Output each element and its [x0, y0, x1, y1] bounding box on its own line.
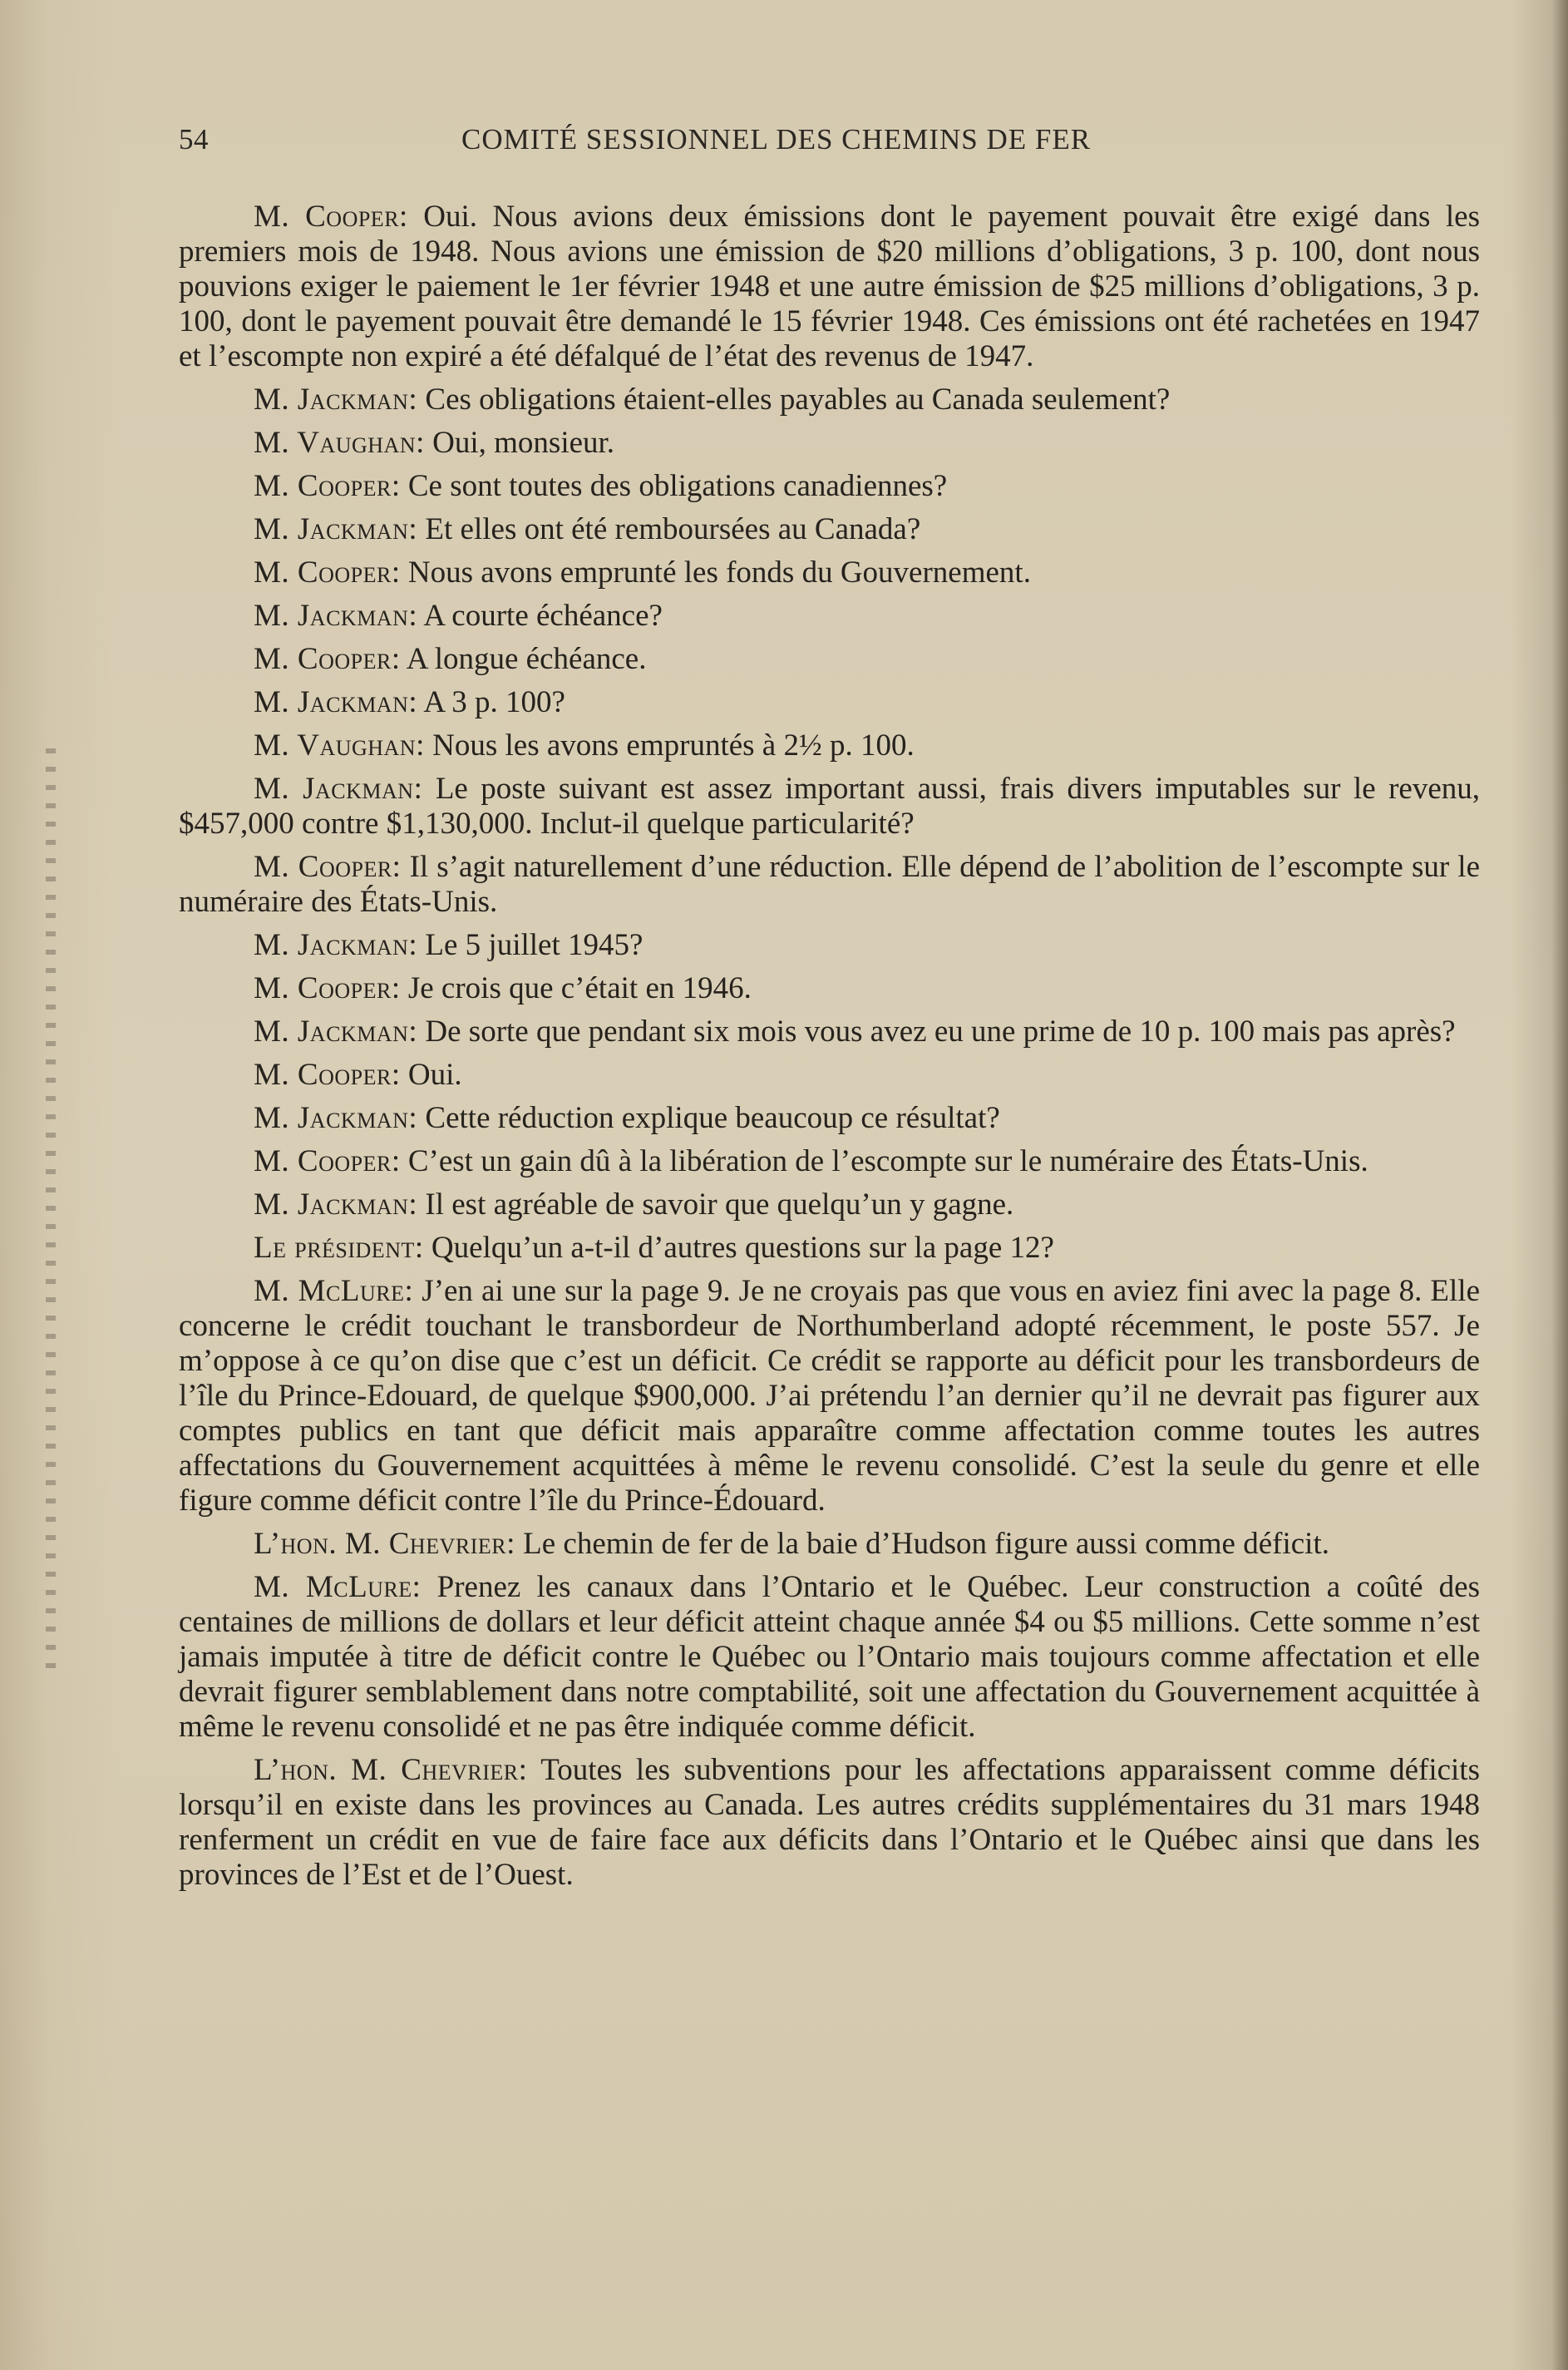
transcript-paragraph — [179, 1058, 1480, 1093]
transcript-paragraph — [179, 1015, 1480, 1049]
speaker-name: M. Vaughan: — [254, 728, 425, 763]
speech-text: Cette réduction explique beaucoup ce résultat? — [417, 1101, 1000, 1135]
speaker-name: M. Jackman: — [254, 512, 418, 546]
speech-text: Il s’agit naturellement d’une réduction. Elle dépend de l’abolition de l’escompte sur le numéraire des États-Unis. — [179, 850, 1481, 919]
transcript-paragraph — [179, 1187, 1480, 1222]
transcript-paragraph — [179, 772, 1480, 842]
transcript-paragraph — [179, 383, 1480, 417]
transcript-paragraph — [179, 555, 1480, 590]
speaker-name: M. Jackman: — [254, 1187, 418, 1222]
speech-text: Toutes les subventions pour les affectations apparaissent comme déficits lorsqu’il en existe dans les provinces au Canada. Les autres crédits supplémentaires du 31 mars 1948 renferment un crédit en vue de faire face aux déficits dans l’Ontario et le Québec ainsi que dans les provinces de l’Est et de l’Ouest. — [179, 1753, 1480, 1892]
transcript-paragraph — [179, 1753, 1480, 1893]
speaker-name: M. Cooper: — [254, 555, 401, 590]
transcript-paragraph — [179, 1144, 1480, 1179]
speaker-name: M. Cooper: — [254, 1144, 401, 1178]
speaker-name: Le président: — [254, 1231, 424, 1265]
transcript-paragraph — [179, 850, 1480, 920]
transcript-paragraph — [179, 599, 1480, 634]
transcript-paragraph — [179, 200, 1480, 374]
speech-text: Et elles ont été remboursées au Canada? — [417, 512, 921, 546]
speaker-name: M. Jackman: — [254, 1015, 418, 1049]
speech-text: Je crois que c’était en 1946. — [400, 971, 752, 1005]
speaker-name: M. Jackman: — [254, 1101, 418, 1135]
transcript-paragraph — [179, 1527, 1480, 1562]
speaker-name: M. Jackman: — [254, 928, 418, 962]
speaker-name: M. Vaughan: — [254, 426, 425, 460]
speech-text: A longue échéance. — [400, 642, 647, 676]
transcript-paragraph — [179, 971, 1480, 1006]
transcript-paragraph — [179, 928, 1480, 963]
speech-text: Ces obligations étaient-elles payables au Canada seulement? — [417, 383, 1171, 417]
speaker-name: M. McLure: — [254, 1274, 414, 1308]
transcript-paragraph — [179, 1101, 1480, 1136]
speech-text: Il est agréable de savoir que quelqu’un y gagne. — [417, 1187, 1014, 1222]
speaker-name: M. Cooper: — [254, 200, 408, 234]
transcript-paragraph — [179, 1570, 1480, 1745]
speech-text: Nous avons emprunté les fonds du Gouvernement. — [400, 555, 1031, 590]
speech-text: Oui. Nous avions deux émissions dont le payement pouvait être exigé dans les premiers mois de 1948. Nous avions une émission de $20 millions d’obligations, 3 p. 100, dont nous pouvions exiger le paiement le 1er février 1948 et une autre émission de $25 millions d’obligations, 3 p. 100, dont le payement pouvait être demandé le 15 février 1948. Ces émissions ont été rachetées en 1947 et l’escompte non expiré a été défalqué de l’état des revenus de 1947. — [179, 200, 1480, 373]
speaker-name: M. Cooper: — [254, 971, 401, 1005]
speech-text: C’est un gain dû à la libération de l’escompte sur le numéraire des États-Unis. — [400, 1144, 1368, 1178]
transcript-paragraph — [179, 512, 1480, 547]
speaker-name: M. Jackman: — [254, 685, 418, 719]
speech-text: Nous les avons empruntés à 2½ p. 100. — [424, 728, 915, 763]
speech-text: Oui. — [400, 1058, 462, 1092]
speech-text: Le poste suivant est assez important aussi, frais divers imputables sur le revenu, $457,000 contre $1,130,000. Inclut-il quelque particularité? — [179, 772, 1480, 841]
speech-text: Quelqu’un a-t-il d’autres questions sur la page 12? — [423, 1231, 1054, 1265]
margin-marks — [46, 748, 56, 1680]
speaker-name: M. Jackman: — [254, 772, 423, 806]
speech-text: De sorte que pendant six mois vous avez eu une prime de 10 p. 100 mais pas après? — [417, 1015, 1456, 1049]
transcript-paragraph — [179, 642, 1480, 677]
speaker-name: M. McLure: — [254, 1570, 422, 1604]
speaker-name: M. Jackman: — [254, 599, 418, 633]
speech-text: A 3 p. 100? — [417, 685, 565, 719]
page-header — [179, 123, 1480, 165]
running-title: COMITÉ SESSIONNEL DES CHEMINS DE FER — [461, 123, 1092, 156]
speech-text: A courte échéance? — [417, 599, 663, 633]
transcript-paragraph — [179, 728, 1480, 763]
speaker-name: L’hon. M. Chevrier: — [254, 1753, 528, 1787]
transcript-paragraph — [179, 426, 1480, 461]
speaker-name: M. Cooper: — [254, 1058, 401, 1092]
speech-text: Ce sont toutes des obligations canadiennes? — [400, 469, 948, 503]
speech-text: Le chemin de fer de la baie d’Hudson figure aussi comme déficit. — [515, 1527, 1329, 1561]
page-number: 54 — [179, 123, 209, 156]
speech-text: Prenez les canaux dans l’Ontario et le Québec. Leur construction a coûté des centaines de millions de dollars et leur déficit atteint chaque année $4 ou $5 millions. Cette somme n’est jamais imputée à titre de déficit contre le Québec ou l’Ontario mais toujours comme affectation et elle devrait figurer semblablement dans notre comptabilité, soit une affectation du Gouvernement acquittée à même le revenu consolidé et ne pas être indiquée comme déficit. — [179, 1570, 1480, 1744]
speaker-name: M. Jackman: — [254, 383, 418, 417]
speaker-name: M. Cooper: — [254, 642, 401, 676]
transcript-paragraph — [179, 1231, 1480, 1266]
transcript-paragraph — [179, 469, 1480, 504]
speaker-name: L’hon. M. Chevrier: — [254, 1527, 515, 1561]
speech-text: J’en ai une sur la page 9. Je ne croyais pas que vous en aviez fini avec la page 8. Elle concerne le crédit touchant le transbordeur de Northumberland adopté récemment, le poste 557. Je m’oppose à ce qu’on dise que c’est un déficit. Ce crédit se rapporte au déficit pour les transbordeurs de l’île du Prince-Edouard, de quelque $900,000. J’ai prétendu l’an dernier qu’il ne devrait pas figurer aux comptes publics en tant que déficit mais apparaître comme affectation comme toutes les autres affectations du Gouvernement acquittées à même le revenu consolidé. C’est la seule du genre et elle figure comme déficit contre l’île du Prince-Édouard. — [179, 1274, 1480, 1518]
speaker-name: M. Cooper: — [254, 469, 401, 503]
speaker-name: M. Cooper: — [254, 850, 402, 884]
speech-text: Le 5 juillet 1945? — [417, 928, 643, 962]
transcript-body — [179, 200, 1480, 1901]
transcript-paragraph — [179, 1274, 1480, 1518]
transcript-paragraph — [179, 685, 1480, 720]
speech-text: Oui, monsieur. — [424, 426, 615, 460]
